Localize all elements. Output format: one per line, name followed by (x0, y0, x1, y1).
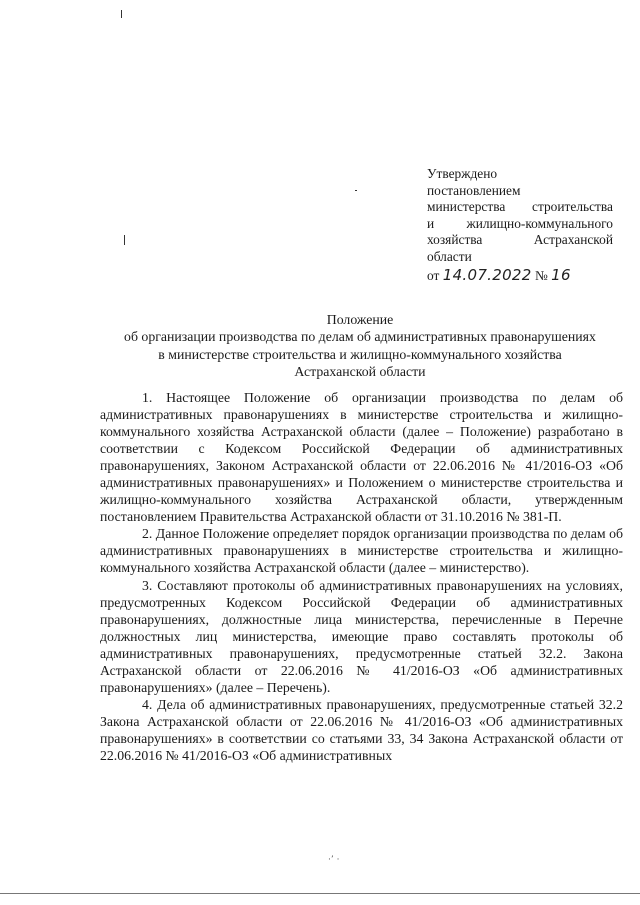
approval-line: и жилищно-коммунального (427, 215, 613, 231)
paragraph-2: 2. Данное Положение определяет порядок организации производства по делам об административных правонарушениях в министерстве строительства и жилищно-коммунального хозяйства Астраханской области (далее – министерство). (100, 526, 623, 576)
document-body (100, 389, 623, 764)
approval-line: области (427, 248, 472, 264)
approval-line: Утверждено (427, 166, 498, 181)
paragraph-4: 4. Дела об административных правонарушениях, предусмотренные статьей 32.2 Закона Астраханской области от 22.06.2016 № 41/2016-ОЗ «Об административных правонарушениях» в соответствии со статьями 33, 34 Закона Астраханской области от 22.06.2016 № 41/2016-ОЗ «Об административных (100, 696, 623, 763)
title-line: в министерстве строительства и жилищно-коммунального хозяйства (158, 346, 562, 362)
date-prefix: от (427, 267, 440, 283)
approval-line: министерства строительства (427, 199, 613, 215)
scan-speck: ·’ · (328, 855, 340, 865)
page-edge-rule (0, 893, 640, 894)
title-line: Астраханской области (294, 364, 426, 380)
approval-block (427, 166, 613, 284)
title-line: Положение (326, 312, 394, 327)
paragraph-1: 1. Настоящее Положение об организации производства по делам об административных правонарушениях в министерстве строительства и жилищно-коммунального хозяйства Астраханской области (далее – Положение) разработано в соответствии с Кодексом Российской Федерации об административных правонарушениях, Законом Астраханской области от 22.06.2016 № 41/2016-ОЗ «Об административных правонарушениях» и Положением о министерстве строительства и жилищно-коммунального хозяйства Астраханской области, утвержденным постановлением Правительства Астраханской области от 31.10.2016 № 381-П. (100, 390, 623, 525)
scan-speck (121, 10, 122, 18)
handwritten-date: 14.07.2022 (442, 265, 532, 284)
approval-line: хозяйства Астраханской (427, 232, 613, 248)
scan-speck (124, 235, 125, 245)
paragraph-3: 3. Составляют протоколы об административных правонарушениях на условиях, предусмотренных Кодексом Российской Федерации об административных правонарушениях, должностные лица министерства, перечисленные в Перечне должностных лиц министерства, имеющие право составлять протоколы об административных правонарушениях, предусмотренные статьей 32.2. Закона Астраханской области от 22.06.2016 № 41/2016-ОЗ «Об административных правонарушениях» (далее – Перечень). (100, 577, 623, 695)
approval-date-line (427, 267, 613, 285)
handwritten-number: 16 (551, 265, 571, 284)
title-line: об организации производства по делам об административных правонарушениях (124, 329, 596, 345)
number-sign: № (534, 267, 548, 283)
scan-speck (355, 190, 357, 191)
approval-line: постановлением (427, 182, 521, 198)
document-title (90, 311, 630, 381)
